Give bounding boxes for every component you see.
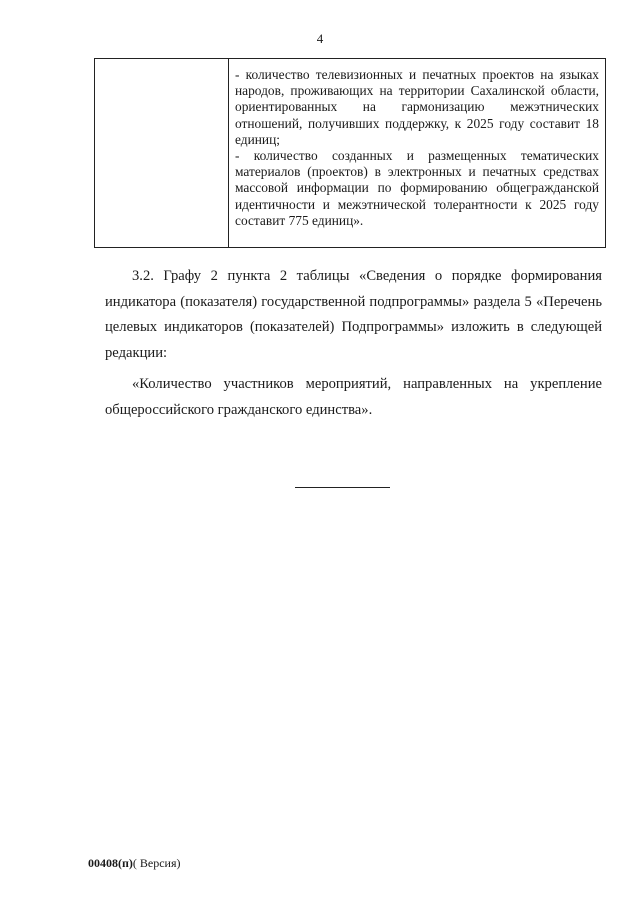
table-list-item: - количество телевизионных и печатных проектов на языках народов, проживающих на территории Сахалинской области, ориентированных на гармонизацию межэтнических отношений, получивших поддержку, к 2025 году составит 18 единиц;	[235, 67, 599, 147]
page-number: 4	[316, 31, 324, 46]
table-list-item: - количество созданных и размещенных тематических материалов (проектов) в электронных и печатных средствах массовой информации по формированию общегражданской идентичности и межэтнической толерантности к 2025 году составит 775 единиц».	[235, 148, 599, 228]
end-divider	[295, 487, 390, 488]
footer-code: 00408(п)	[88, 856, 133, 870]
table-right-cell	[229, 59, 605, 247]
table-left-cell	[95, 59, 229, 247]
paragraph-new-wording: «Количество участников мероприятий, направленных на укрепление общероссийского гражданского единства».	[105, 376, 602, 418]
indicator-table	[94, 58, 606, 248]
footer	[88, 856, 181, 871]
footer-version: ( Версия)	[132, 856, 181, 870]
paragraph-amendment: 3.2. Графу 2 пункта 2 таблицы «Сведения о порядке формирования индикатора (показателя) государственной подпрограммы» раздела 5 «Перечень целевых индикаторов (показателей) Подпрограммы» изложить в следующей редакции:	[105, 268, 602, 361]
